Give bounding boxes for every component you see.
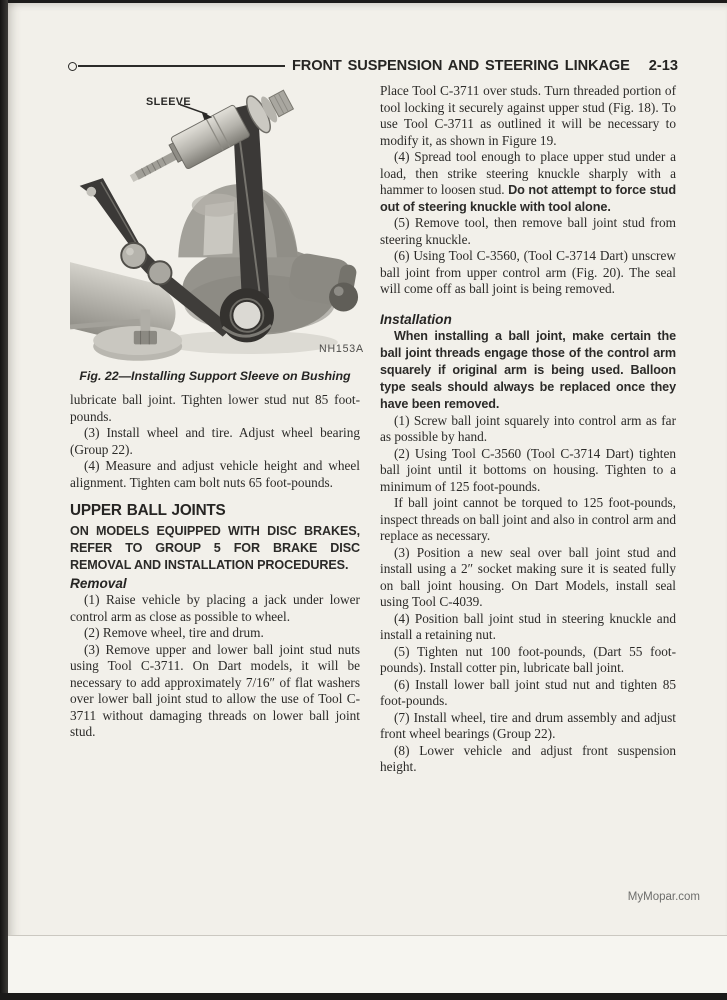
paragraph-text: (4) Spread tool enough to place upper stud under a load, then strike steering knuckle sharply with a hammer to loosen stud. [380, 149, 676, 197]
subheading-installation: Installation [380, 311, 452, 327]
scan-edge-bottom [0, 993, 727, 1000]
page-edge-line [8, 935, 727, 936]
paragraph: (1) Screw ball joint squarely into control arm as far as possible by hand. [380, 412, 676, 444]
paper [8, 3, 727, 993]
paragraph [380, 149, 676, 215]
right-column [380, 83, 676, 776]
paragraph: (5) Tighten nut 100 foot-pounds, (Dart 55 foot-pounds). Install cotter pin, lubricate ball joint. [380, 643, 676, 675]
paragraph: (7) Install wheel, tire and drum assembly and adjust front wheel bearings (Group 22). [380, 709, 676, 741]
section-heading: UPPER BALL JOINTS [70, 502, 226, 519]
figure-photo-code: NH153A [319, 343, 364, 355]
paragraph: (4) Position ball joint stud in steering knuckle and install a retaining nut. [380, 610, 676, 642]
watermark: MyMopar.com [627, 891, 700, 903]
paragraph: (3) Position a new seal over ball joint stud and install using a 2″ socket making sure it is seated fully on ball joint housing. On Dart Models, install seal using Tool C-4039. [380, 544, 676, 609]
paragraph: (5) Remove tool, then remove ball joint stud from steering knuckle. [380, 215, 676, 247]
figure-illustration [70, 83, 360, 366]
paragraph: (6) Install lower ball joint stud nut and tighten 85 foot-pounds. [380, 676, 676, 708]
paragraph: (8) Lower vehicle and adjust front suspension height. [380, 742, 676, 774]
scan-edge-left [0, 0, 8, 1000]
page-number: 2-13 [648, 58, 678, 74]
vise-handle-knob [329, 283, 358, 312]
page-under-sheet [8, 936, 727, 993]
page-title: FRONT SUSPENSION AND STEERING LINKAGE [291, 58, 630, 74]
left-column [70, 83, 364, 776]
note-paragraph: When installing a ball joint, make certain the ball joint threads engage those of the control arm squarely if original arm is being used. Balloon type seals should always be replaced once they have been removed. [380, 328, 676, 411]
figure-caption: Fig. 22—Installing Support Sleeve on Bushing [79, 369, 351, 383]
note-paragraph: ON MODELS EQUIPPED WITH DISC BRAKES, REFER TO GROUP 5 FOR BRAKE DISC REMOVAL AND INSTALLATION PROCEDURES. [70, 524, 360, 572]
paragraph: If ball joint cannot be torqued to 125 foot-pounds, inspect threads on ball joint and also in control arm and replace as necessary. [380, 495, 676, 543]
warning-text: Do not attempt to force stud out of steering knuckle with tool alone. [380, 183, 676, 214]
paragraph: (6) Using Tool C-3560, (Tool C-3714 Dart) unscrew ball joint from upper control arm (Fig. 20). The seal will come off as ball joint is being removed. [380, 248, 676, 296]
paragraph: (4) Measure and adjust vehicle height and wheel alignment. Tighten cam bolt nuts 65 foot-pounds. [70, 458, 360, 490]
figure-callout-label: SLEEVE [146, 96, 192, 108]
scan-edge-top [0, 0, 727, 3]
paragraph: (3) Install wheel and tire. Adjust wheel bearing (Group 22). [70, 425, 360, 457]
paragraph: (1) Raise vehicle by placing a jack under lower control arm as close as possible to wheel. [70, 592, 360, 624]
paragraph: (3) Remove upper and lower ball joint stud nuts using Tool C-3711. On Dart models, it will be necessary to add approximately 7/16″ of flat washers over lower ball joint stud to allow the use of Tool C-3711 without damaging threads on lower ball joint stud. [70, 641, 360, 739]
figure-22 [70, 83, 364, 383]
subheading-removal: Removal [70, 576, 127, 591]
paragraph: lubricate ball joint. Tighten lower stud nut 85 foot-pounds. [70, 392, 360, 424]
paragraph: Place Tool C-3711 over studs. Turn threaded portion of tool locking it securely against upper stud (Fig. 18). To use Tool C-3711 as outlined it will be necessary to modify it, as shown in Figure 19. [380, 83, 676, 148]
paragraph: (2) Remove wheel, tire and drum. [84, 625, 264, 640]
page-content [70, 83, 676, 776]
page-header [68, 56, 678, 76]
header-rule [78, 65, 285, 67]
paragraph: (2) Using Tool C-3560 (Tool C-3714 Dart) tighten ball joint until it bottoms on housing. Tighten to a minimum of 125 foot-pounds. [380, 445, 676, 494]
header-ring-icon [68, 62, 77, 71]
figure-photo [70, 83, 364, 366]
